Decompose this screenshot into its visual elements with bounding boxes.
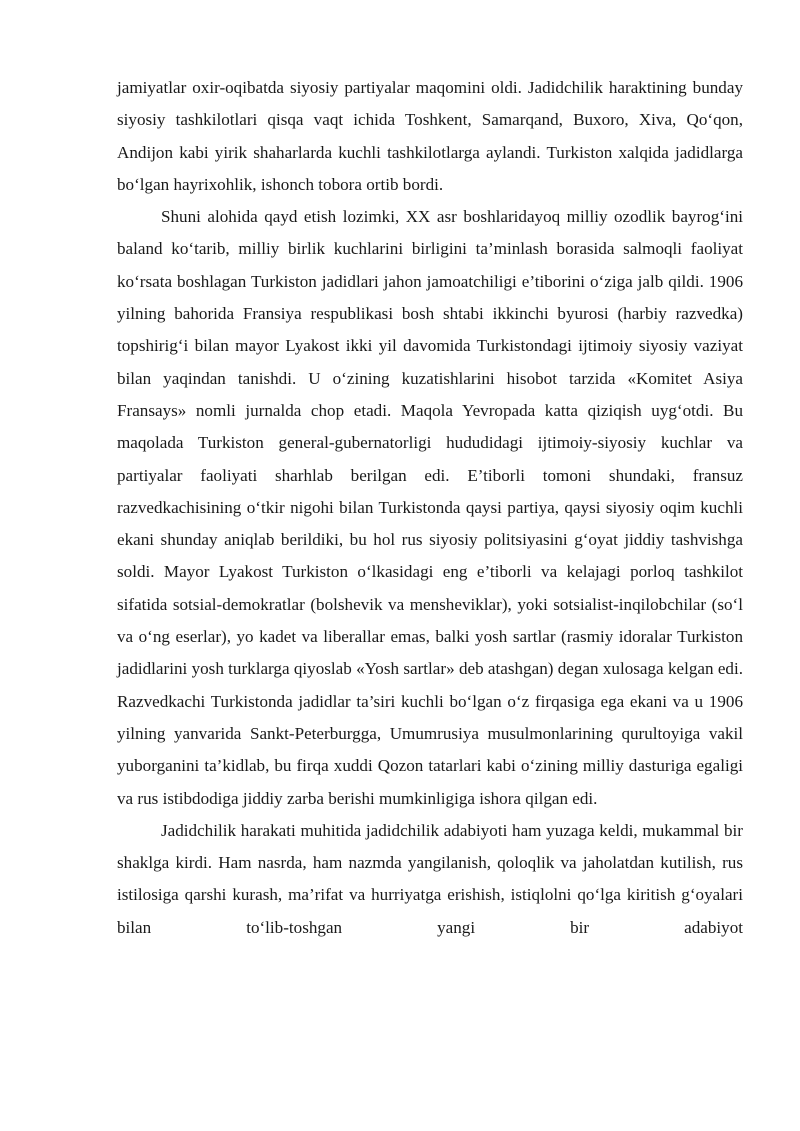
paragraph-lyakost-report: Shuni alohida qayd etish lozimki, XX asr boshlaridayoq milliy ozodlik bayrog‘ini baland ko‘tarib, milliy birlik kuchlarini birligini ta’minlash borasida salmoqli faoliyat ko‘rsata boshlagan Turkiston jadidlari jahon jamoatchiligi e’tiborini o‘ziga jalb qildi. 1906 yilning bahorida Fransiya respublikasi bosh shtabi ikkinchi byurosi (harbiy razvedka) topshirig‘i bilan mayor Lyakost ikki yil davomida Turkistondagi ijtimoiy siyosiy vaziyat bilan yaqindan tanishdi. U o‘zining kuzatishlarini hisobot tarzida «Komitet Asiya Fransays» nomli jurnalda chop etadi. Maqola Yevropada katta qiziqish uyg‘otdi. Bu maqolada Turkiston general-gubernatorligi hududidagi ijtimoiy-siyosiy kuchlar va partiyalar faoliyati sharhlab berilgan edi. E’tiborli tomoni shundaki, fransuz razvedkachisining o‘tkir nigohi bilan Turkistonda qaysi partiya, qaysi siyosiy oqim kuchli ekani shunday aniqlab berildiki, bu hol rus siyosiy politsiyasini g‘oyat jiddiy tashvishga soldi. Mayor Lyakost Turkiston o‘lkasidagi eng e’tiborli va kelajagi porloq tashkilot sifatida sotsial-demokratlar (bolshevik va mensheviklar), yoki sotsialist-inqilobchilar (so‘l va o‘ng eserlar), yo kadet va liberallar emas, balki yosh sartlar (rasmiy idoralar Turkiston jadidlarini yosh turklarga qiyoslab «Yosh sartlar» deb atashgan) degan xulosaga kelgan edi. Razvedkachi Turkistonda jadidlar ta’siri kuchli bo‘lgan o‘z firqasiga ega ekani va u 1906 yilning yanvarida Sankt-Peterburgga, Umumrusiya musulmonlarining qurultoyiga vakil yuborganini ta’kidlab, bu firqa xuddi Qozon tatarlari kabi o‘zining milliy dasturiga egaligi va rus istibdodiga jiddiy zarba berishi mumkinligiga ishora qilgan edi.	[117, 207, 743, 808]
document-page	[117, 72, 743, 944]
paragraph-continuation: jamiyatlar oxir-oqibatda siyosiy partiyalar maqomini oldi. Jadidchilik haraktining bunday siyosiy tashkilotlari qisqa vaqt ichida Toshkent, Samarqand, Buxoro, Xiva, Qo‘qon, Andijon kabi yirik shaharlarda kuchli tashkilotlarga aylandi. Turkiston xalqida jadidlarga bo‘lgan hayrixohlik, ishonch tobora ortib bordi.	[117, 78, 743, 194]
paragraph-jadid-literature: Jadidchilik harakati muhitida jadidchilik adabiyoti ham yuzaga keldi, mukammal bir shaklga kirdi. Ham nasrda, ham nazmda yangilanish, qoloqlik va jaholatdan kutilish, rus istilosiga qarshi kurash, ma’rifat va hurriyatga erishish, istiqlolni qo‘lga kiritish g‘oyalari bilan to‘lib-toshgan yangi bir adabiyot	[117, 820, 743, 937]
